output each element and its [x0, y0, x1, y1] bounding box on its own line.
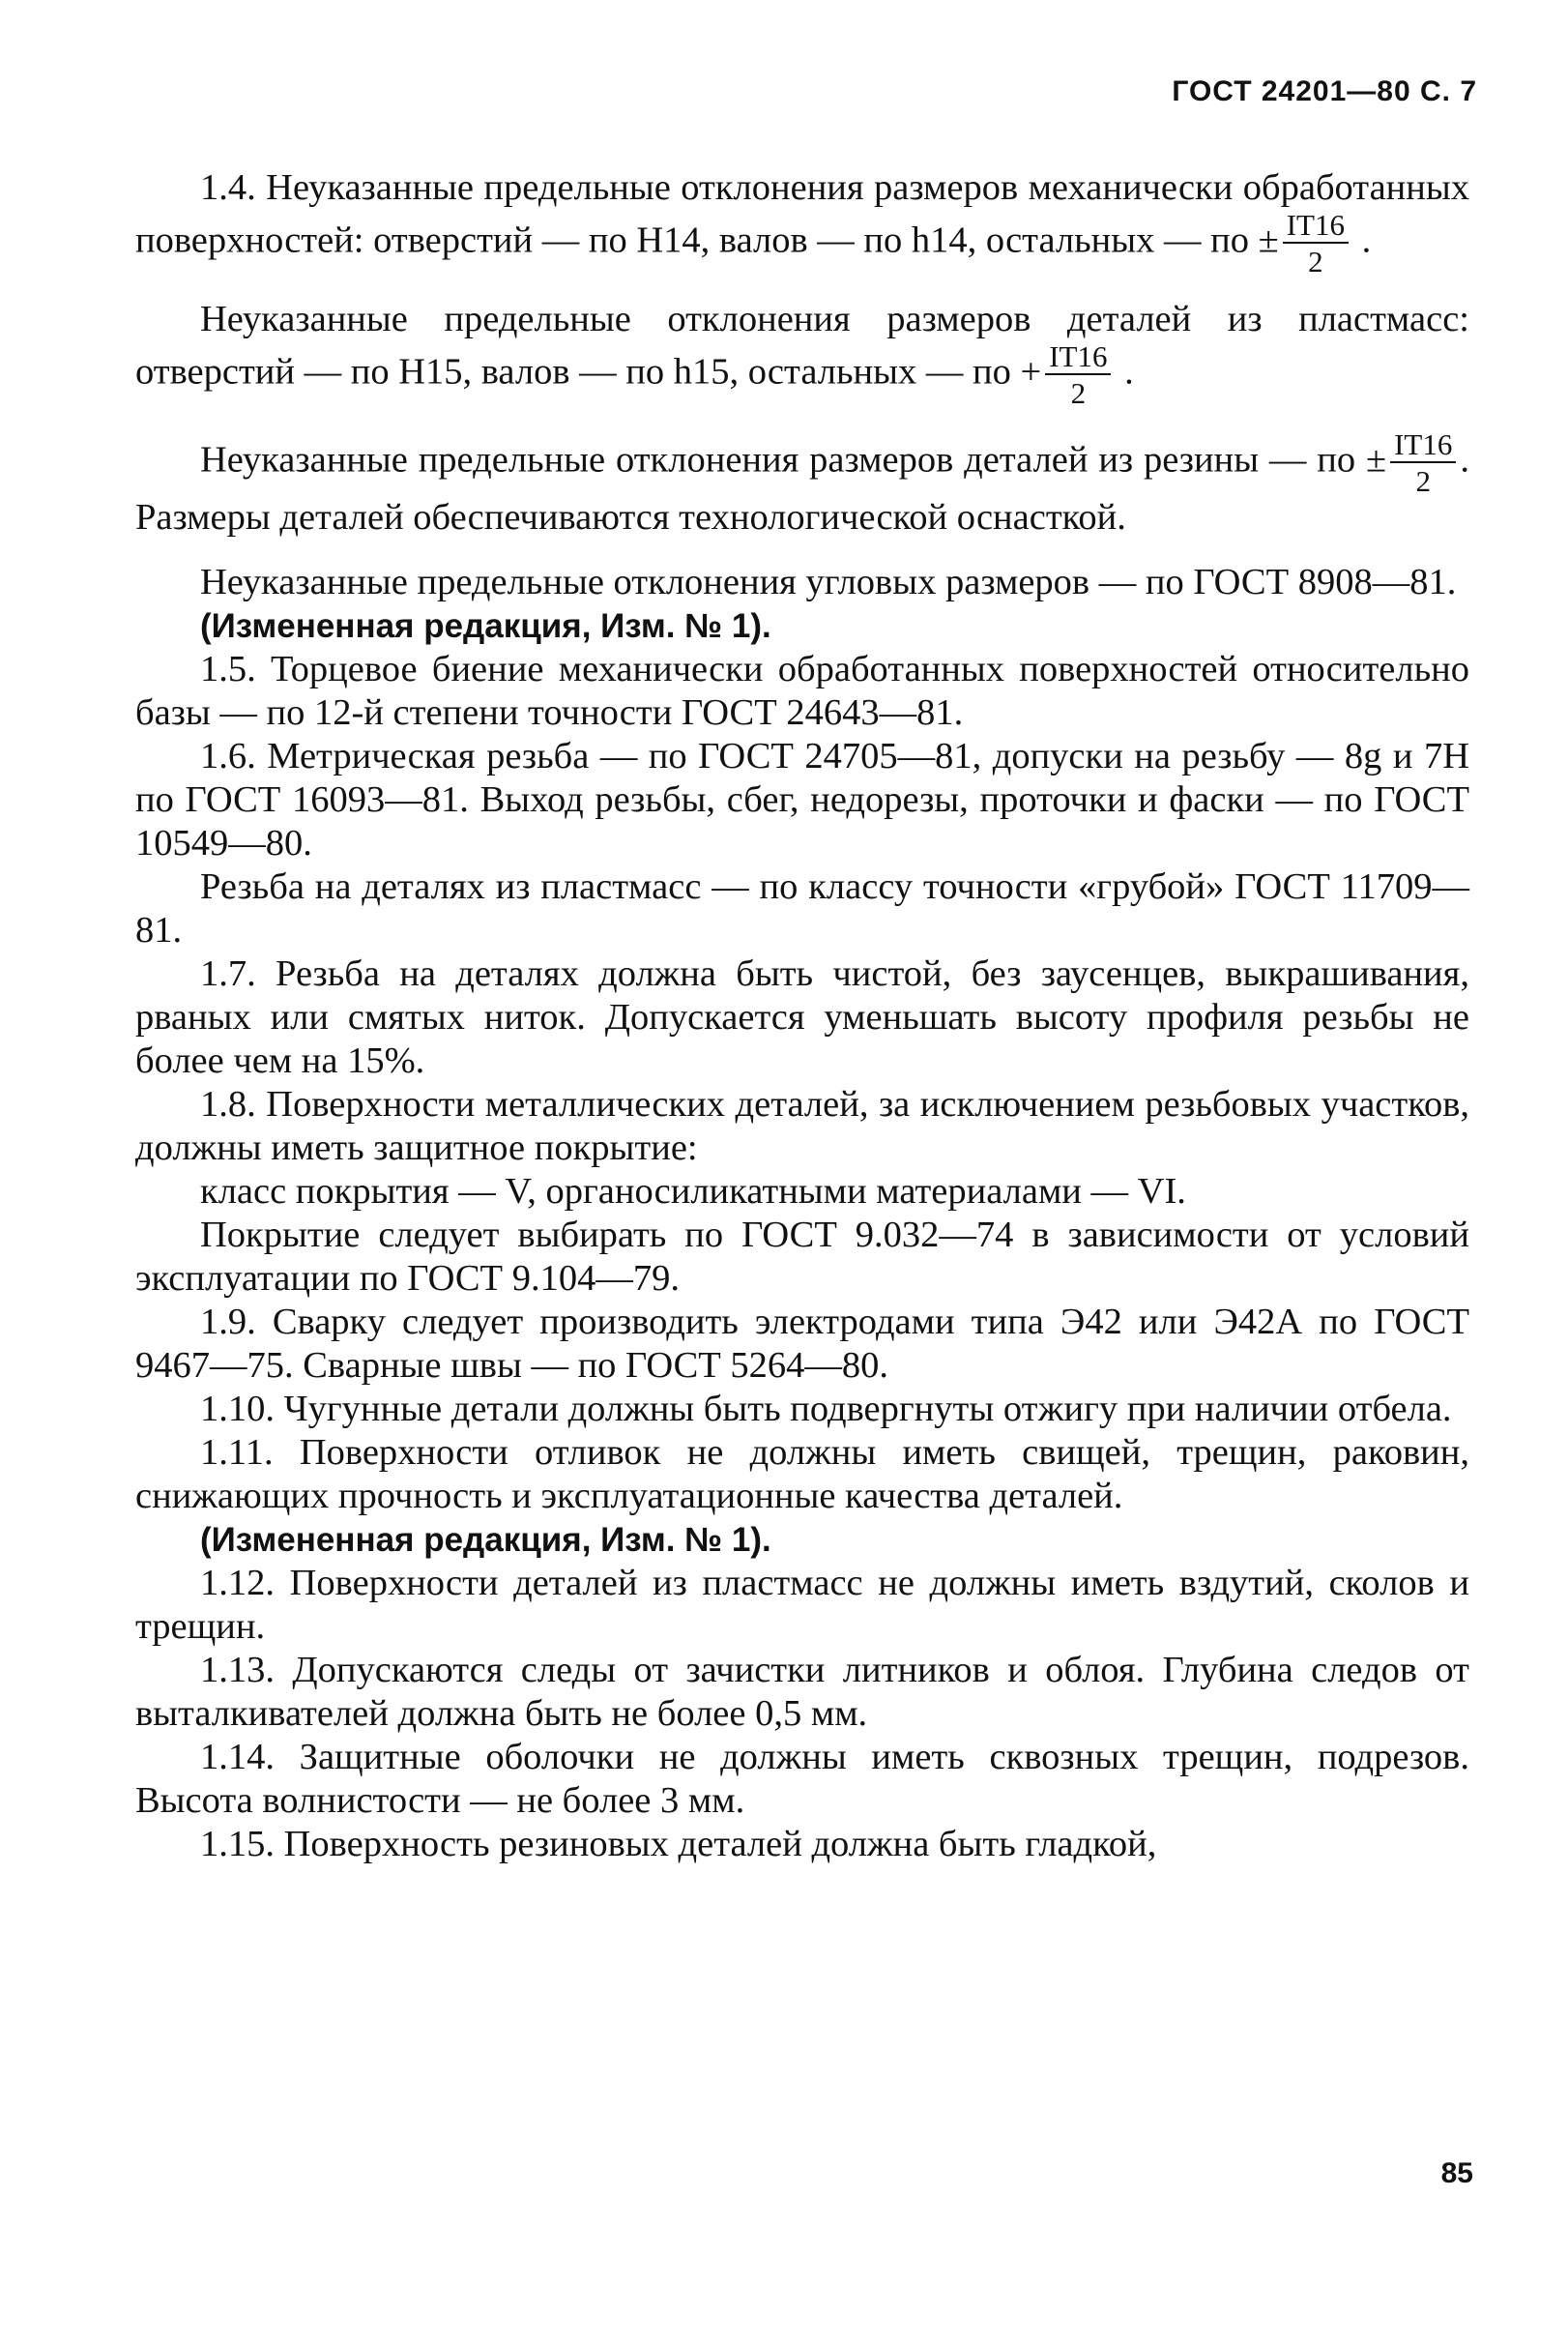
paragraph-1-12: 1.12. Поверхности деталей из пластмасс не должны иметь вздутий, сколов и трещин. — [135, 1563, 1469, 1647]
fraction-it16-2: $\frac{IT16}{2}$ — [1390, 429, 1456, 496]
paragraph-rubber-tolerances: Неуказанные предельные отклонения размеров деталей из резины — по ± $\frac{IT16}{2}$ . Размеры деталей обеспечиваются технологической оснасткой. — [135, 427, 1469, 538]
paragraph-plastic-thread: Резьба на деталях из пластмасс — по классу точности «грубой» ГОСТ 11709—81. — [135, 866, 1469, 951]
document-body — [135, 166, 1469, 1866]
paragraph-1-10: 1.10. Чугунные детали должны быть подвергнуты отжигу при наличии отбела. — [200, 1389, 1452, 1429]
paragraph-1-9: 1.9. Сварку следует производить электродами типа Э42 или Э42А по ГОСТ 9467—75. Сварные швы — по ГОСТ 5264—80. — [135, 1302, 1469, 1386]
paragraph-1-11: 1.11. Поверхности отливок не должны иметь свищей, трещин, раковин, снижающих прочность и эксплуатационные качества деталей. — [135, 1432, 1469, 1516]
paragraph-1-15: 1.15. Поверхность резиновых деталей должна быть гладкой, — [200, 1824, 1157, 1864]
paragraph-1-5: 1.5. Торцевое биение механически обработанных поверхностей относительно базы — по 12-й степени точности ГОСТ 24643—81. — [135, 649, 1469, 733]
amendment-note: (Измененная редакция, Изм. № 1). — [200, 1521, 771, 1559]
paragraph-coating-class: класс покрытия — V, органосиликатными материалами — VI. — [200, 1171, 1186, 1212]
paragraph-1-7: 1.7. Резьба на деталях должна быть чистой, без заусенцев, выкрашивания, рваных или смятых ниток. Допускается уменьшать высоту профиля резьбы не более чем на 15%. — [135, 953, 1469, 1081]
paragraph-1-13: 1.13. Допускаются следы от зачистки литников и облоя. Глубина следов от выталкивателей должна быть не более 0,5 мм. — [135, 1650, 1469, 1734]
page-number: 85 — [1440, 2157, 1473, 2189]
fraction-it16-2: $\frac{IT16}{2}$ — [1045, 341, 1111, 408]
amendment-note: (Измененная редакция, Изм. № 1). — [200, 607, 771, 645]
paragraph-plastic-tolerances: Неуказанные предельные отклонения размеров деталей из пластмасс: отверстий — по Н15, валов — по h15, остальных — по + $\frac{IT16}{2}$ . — [135, 299, 1469, 410]
paragraph-angular-tolerances: Неуказанные предельные отклонения угловых размеров — по ГОСТ 8908—81. — [200, 562, 1457, 602]
page-header: ГОСТ 24201—80 С. 7 — [1172, 75, 1477, 107]
fraction-it16-2: $\frac{IT16}{2}$ — [1283, 210, 1349, 277]
paragraph-1-8: 1.8. Поверхности металлических деталей, за исключением резьбовых участков, должны иметь защитное покрытие: — [135, 1084, 1469, 1168]
paragraph-coating-selection: Покрытие следует выбирать по ГОСТ 9.032—74 в зависимости от условий эксплуатации по ГОСТ 9.104—79. — [135, 1215, 1469, 1299]
paragraph-1-4: 1.4. Неуказанные предельные отклонения размеров механически обработанных поверхностей: отверстий — по Н14, валов — по h14, остальных — по ± $\frac{IT16}{2}$ . — [135, 167, 1469, 278]
paragraph-1-6: 1.6. Метрическая резьба — по ГОСТ 24705—81, допуски на резьбу — 8g и 7H по ГОСТ 16093—81. Выход резьбы, сбег, недорезы, проточки и фаски — по ГОСТ 10549—80. — [135, 736, 1469, 864]
paragraph-1-14: 1.14. Защитные оболочки не должны иметь сквозных трещин, подрезов. Высота волнистости — не более 3 мм. — [135, 1737, 1469, 1821]
